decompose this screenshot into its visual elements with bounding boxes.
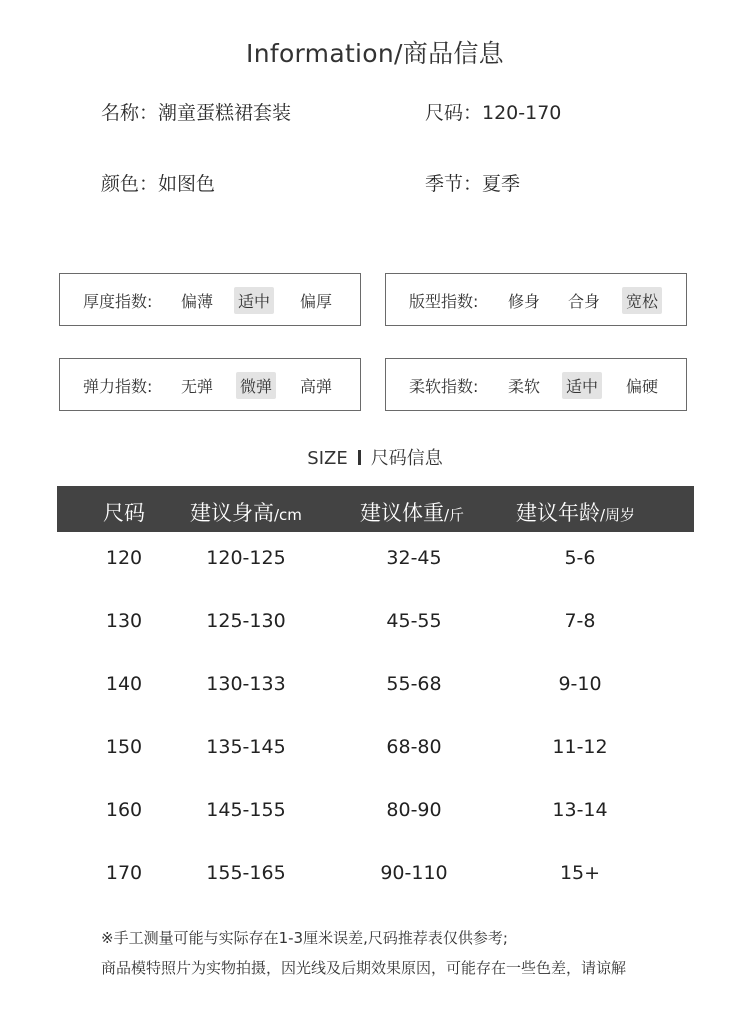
size-section-heading — [0, 444, 750, 470]
index-label: 厚度指数: — [83, 292, 153, 311]
index-option-selected: 微弹 — [236, 372, 276, 399]
cell-size: 160 — [105, 799, 143, 821]
index-option: 修身 — [508, 292, 541, 311]
cell-height: 120-125 — [206, 547, 286, 569]
cell-weight: 80-90 — [386, 799, 442, 821]
cell-size: 150 — [105, 736, 143, 758]
index-option-selected: 适中 — [234, 287, 274, 314]
index-option: 偏硬 — [626, 377, 659, 396]
size-heading-en: SIZE — [307, 448, 348, 469]
measurement-note: ※手工测量可能与实际存在1-3厘米误差,尺码推荐表仅供参考; — [101, 929, 508, 947]
table-row — [0, 610, 750, 640]
index-option: 无弹 — [181, 377, 214, 396]
index-option: 偏薄 — [181, 292, 214, 311]
product-name: 名称：潮童蛋糕裙套装 — [101, 102, 292, 124]
table-row — [0, 799, 750, 829]
header-age: 建议年龄/周岁 — [516, 501, 636, 525]
table-row — [0, 736, 750, 766]
cell-size: 170 — [105, 862, 143, 884]
header-height: 建议身高/cm — [190, 501, 302, 525]
table-row — [0, 862, 750, 892]
index-label: 弹力指数: — [83, 377, 153, 396]
product-season: 季节：夏季 — [425, 173, 521, 195]
softness-index-box — [385, 358, 687, 411]
cell-age: 13-14 — [552, 799, 608, 821]
table-row — [0, 673, 750, 703]
elasticity-index-box — [59, 358, 361, 411]
cell-weight: 45-55 — [386, 610, 442, 632]
index-option: 合身 — [568, 292, 601, 311]
header-weight: 建议体重/斤 — [360, 501, 465, 525]
cell-age: 15+ — [559, 862, 601, 884]
cell-height: 155-165 — [206, 862, 286, 884]
cell-weight: 90-110 — [380, 862, 448, 884]
cell-weight: 68-80 — [386, 736, 442, 758]
index-label: 柔软指数: — [409, 377, 479, 396]
color-disclaimer-note: 商品模特照片为实物拍摄，因光线及后期效果原因，可能存在一些色差，请谅解 — [101, 959, 627, 977]
cell-age: 9-10 — [558, 673, 602, 695]
table-row — [0, 547, 750, 577]
cell-height: 125-130 — [206, 610, 286, 632]
cell-size: 130 — [105, 610, 143, 632]
info-row-2 — [0, 169, 750, 199]
index-option: 柔软 — [508, 377, 541, 396]
info-row-1 — [0, 98, 750, 128]
size-heading-cn: 尺码信息 — [370, 448, 443, 469]
cell-age: 7-8 — [564, 610, 596, 632]
header-size: 尺码 — [103, 501, 145, 525]
fit-index-box — [385, 273, 687, 326]
product-color: 颜色：如图色 — [101, 173, 216, 195]
cell-weight: 32-45 — [386, 547, 442, 569]
cell-size: 120 — [105, 547, 143, 569]
index-option-selected: 适中 — [562, 372, 602, 399]
index-option-selected: 宽松 — [622, 287, 662, 314]
page-title: Information/商品信息 — [246, 39, 504, 68]
cell-age: 11-12 — [552, 736, 608, 758]
cell-height: 135-145 — [206, 736, 286, 758]
size-range: 尺码：120-170 — [425, 102, 562, 124]
thickness-index-box — [59, 273, 361, 326]
cell-height: 130-133 — [206, 673, 286, 695]
cell-weight: 55-68 — [386, 673, 442, 695]
index-option: 高弹 — [300, 377, 333, 396]
cell-age: 5-6 — [564, 547, 596, 569]
size-table-header — [57, 486, 694, 532]
cell-size: 140 — [105, 673, 143, 695]
cell-height: 145-155 — [206, 799, 286, 821]
index-label: 版型指数: — [409, 292, 479, 311]
divider — [358, 450, 361, 465]
index-option: 偏厚 — [300, 292, 333, 311]
